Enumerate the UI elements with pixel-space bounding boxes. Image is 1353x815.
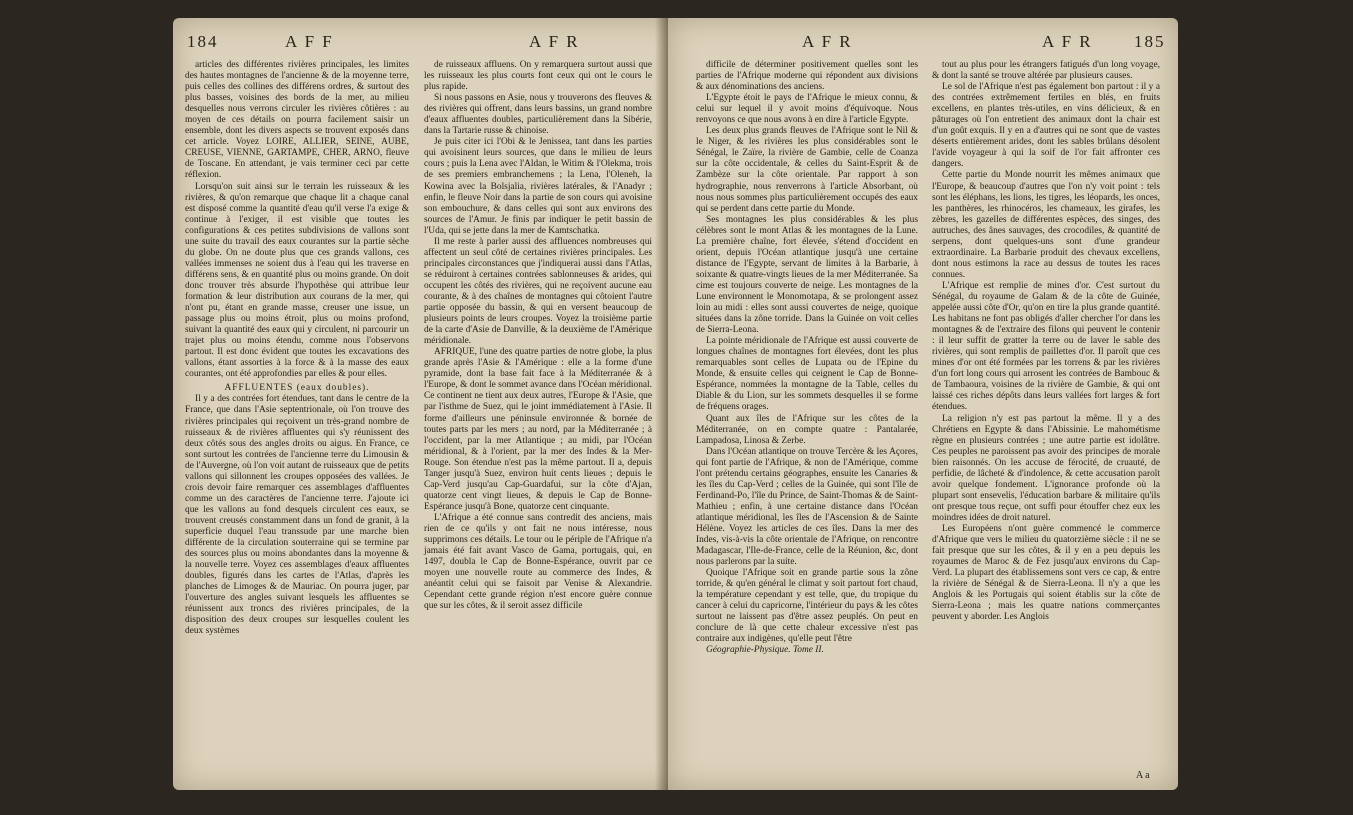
text-column-2 xyxy=(932,60,1160,623)
paragraph: difficile de déterminer positivement quelles sont les parties de l'Afrique moderne qui répondent aux divisions & aux dénominations des anciens. xyxy=(696,60,918,93)
page-number: 185 xyxy=(1134,32,1166,51)
paragraph: La religion n'y est pas partout la même. Il y a des Chrétiens en Egypte & dans l'Abissinie. Le mahométisme règne en plusieurs contrées ; une autre partie est idolâtre. Ces peuples ne paroissent pas avoir des principes de morale bien raisonnés. On les accuse de férocité, de cruauté, de perfidie, de lâcheté & d'indolence, & cette accusation paroît avoir quelque fondement. L'ignorance profonde où la plupart sont ensevelis, l'éducation barbare & militaire qu'ils ont presque tous reçue, ont suffi pour étouffer chez eux les moindres idées de droit naturel. xyxy=(932,413,1160,523)
paragraph: Les Européens n'ont guère commencé le commerce d'Afrique que vers le milieu du quatorzième siècle : il ne se fait presque que sur les côtes, & il y en a peu depuis les royaumes de Maroc & de Fez jusqu'aux environs du Cap-Verd. La plupart des établissemens sont vers ce cap, & entre la rivière de Sénégal & de Sierra-Leona. Il n'y a que les Anglois & les Portugais qui soient établis sur la côte de Sierra-Leona ; mais les quatre nations commerçantes peuvent y aborder. Les Anglois xyxy=(932,523,1160,623)
right-page xyxy=(668,18,1178,790)
paragraph: La pointe méridionale de l'Afrique est aussi couverte de longues chaînes de montagnes fort élevées, dont les plus remarquables sont celles de Lupata ou de l'Epine du Monde, & ensuite celles qui ceignent le Cap de Bonne-Espérance, nommées la montagne de la Table, celles du Diable & du Lion, sur les sommets desquelles il se forme de fréquens orages. xyxy=(696,336,918,413)
signature-mark: A a xyxy=(1136,770,1150,781)
paragraph: Il me reste à parler aussi des affluences nombreuses qui affectent un seul côté de certaines rivières principales. Les principales circonstances que j'indiquerai aussi dans l'Atlas, se réduiront à certaines contrées sablonneuses & arides, qui occupent les côtés des rivières, qui ne reçoivent aucune eau courante, & à des chaînes de montagnes qui côtoient l'autre partie opposée du bassin, & qui en versent beaucoup de plusieurs points de leurs croupes. Voyez la troisième partie de la carte d'Asie de Danville, & la deuxième de l'Amérique méridionale. xyxy=(424,236,652,347)
left-page xyxy=(173,18,685,790)
section-heading: AFFLUENTES (eaux doubles). xyxy=(224,383,370,394)
paragraph: AFRIQUE, l'une des quatre parties de notre globe, la plus grande après l'Asie & l'Amérique : elle a la forme d'une pyramide, dont la base fait face à la Méditerranée & à l'Europe, & dont le sommet avance dans l'Océan méridional. Ce continent ne tient aux deux autres, l'Europe & l'Asie, que par l'isthme de Suez, qui le joint immédiatement à l'Asie. Il forme d'ailleurs une péninsule environnée & bornée de toutes parts par les mers ; au nord, par la Méditerranée ; à l'occident, par la mer Atlantique ; au midi, par l'Océan méridional, & à l'orient, par la mer des Indes & la Mer-Rouge. Son étendue n'est pas la même partout. Il a, depuis Tanger jusqu'à Suez, environ huit cents lieues ; depuis le Cap-Verd jusqu'au Cap-Guardafui, sur la côte d'Ajan, quatorze cent vingt lieues, & depuis le Cap de Bonne-Espérance jusqu'à Bone, quatorze cent cinquante. xyxy=(424,347,652,512)
text-column-2 xyxy=(424,60,652,612)
paragraph: Le sol de l'Afrique n'est pas également bon partout : il y a des contrées extrêmement fertiles en blés, en fruits excellens, en plantes très-utiles, en vins délicieux, & en pâturages où l'on entretient des animaux dont la chair est d'un goût exquis. Il y en a d'autres qui ne sont que de vastes déserts entièrement arides, dont les sables brûlans désolent l'avide voyageur à qui la soif de l'or fait affronter ces dangers. xyxy=(932,82,1160,170)
paragraph: Les deux plus grands fleuves de l'Afrique sont le Nil & le Niger, & les rivières les plus considérables sont le Sénégal, le Zaïre, la rivière de Gambie, celle de Coanza sur la côte occidentale, & celles du Saint-Esprit & de Zambèze sur la côte orientale. Par rapport à son hydrographie, nous renverrons à l'article Absorbant, où nous nous sommes plus particulièrement occupés des eaux qui se perdent dans cette partie du Monde. xyxy=(696,126,918,214)
paragraph: L'Egypte étoit le pays de l'Afrique le mieux connu, & celui sur lequel il y avoit moins d'équivoque. Nous renvoyons ce que nous avons à en dire à l'article Egypte. xyxy=(696,93,918,126)
paragraph: Je puis citer ici l'Obi & le Jenissea, tant dans les parties qui avoisinent leurs sources, que dans le milieu de leurs cours ; puis la Lena avec l'Aldan, le Witim & l'Olekma, trois de ses premiers embranchemens ; la Lena, l'Oleneh, la Kowina avec la Bolsjalia, rivières latérales, & l'Anadyr ; enfin, le fleuve Noir dans la partie de son cours qui avoisine son embouchure, & dans celles qui sont aux environs des sources de l'Amur. Je finis par indiquer le petit bassin de l'Uda, qui se jette dans la mer de Kamtschatka. xyxy=(424,137,652,236)
running-head-right: A F R xyxy=(1042,32,1093,51)
text-column-1 xyxy=(185,60,409,637)
running-head-left: A F R xyxy=(802,32,853,51)
paragraph: Dans l'Océan atlantique on trouve Tercère & les Açores, qui font partie de l'Afrique, & non de l'Amérique, comme l'ont prétendu certains géographes, ensuite les Canaries & les îles du Cap-Verd ; celles de la Guinée, qui sont l'île de Ferdinand-Po, l'île du Prince, de Saint-Thomas & de Saint-Mathieu ; enfin, à une certaine distance dans l'Océan atlantique méridional, les îles de l'Ascension & de Sainte Hélène. Voyez les articles de ces îles. Dans la mer des Indes, vis-à-vis la côte orientale de l'Afrique, on rencontre Madagascar, l'Ile-de-France, celle de la Réunion, &c, dont nous parlerons par la suite. xyxy=(696,446,918,568)
paragraph: de ruisseaux affluens. On y remarquera surtout aussi que les ruisseaux les plus courts font ceux qui ont le cours le plus rapide. xyxy=(424,60,652,93)
paragraph: Quant aux îles de l'Afrique sur les côtes de la Méditerranée, on en compte quatre : Pantalarée, Lampadosa, Linosa & Zerbe. xyxy=(696,413,918,446)
volume-footer: Géographie-Physique. Tome II. xyxy=(706,645,824,656)
paragraph: articles des différentes rivières principales, les limites des hautes montagnes de l'ancienne & de la moyenne terre, puis celles des collines des différens ordres, & surtout des plus basses, voisines des bords de la mer, au milieu desquelles nous verrons circuler les rivières côtières : au moyen de ces détails on pourra facilement saisir un ensemble, dont les divers aspects se trouvent exposés dans cet article. Voyez LOIRE, ALLIER, SEINE, AUBE, CREUSE, VIENNE, GARTAMPE, CHER, ARNO, fleuve de Toscane. En attendant, je vais terminer ceci par cette réflexion. xyxy=(185,60,409,181)
paragraph: tout au plus pour les étrangers fatigués d'un long voyage, & dont la santé se trouve altérée par plusieurs causes. xyxy=(932,60,1160,82)
paragraph: Il y a des contrées fort étendues, tant dans le centre de la France, que dans l'Asie septentrionale, où l'on trouve des rivières principales qui reçoivent un très-grand nombre de ruisseaux & de rivières affluentes qui s'y réunissent des deux côtés sous des angles droits ou aigus. En France, ce sont surtout les contrées de l'ancienne terre du Limousin & de l'Auvergne, où l'on voit autant de ruisseaux que de petits vallons qui sillonnent les croupes opposées des vallées. Je crois devoir faire remarquer ces assemblages d'affluentes comme un des caractères de l'ancienne terre. J'ajoute ici que les vallons au fond desquels circulent ces eaux, se trouvent creusés constamment dans un fond de granit, à la superficie duquel l'eau transsude par une marche bien différente de la circulation souterraine qui se termine par des sources plus ou moins abondantes dans la moyenne & la nouvelle terre. Voyez ces assemblages d'eaux affluentes doubles, figurés dans les cartes de l'Atlas, d'après les planches de Limoges & de Mauriac. On pourra juger, par l'ouverture des angles suivant lesquels les affluentes se réunissent aux troncs des rivières principales, de la disposition des deux croupes sur lesquelles coulent les deux systèmes xyxy=(185,394,409,637)
paragraph: Si nous passons en Asie, nous y trouverons des fleuves & des rivières qui offrent, dans leurs bassins, un grand nombre d'eaux affluentes doubles, particulièrement dans la Sibérie, dans la Tartarie russe & chinoise. xyxy=(424,93,652,137)
paragraph: Lorsqu'on suit ainsi sur le terrain les ruisseaux & les rivières, & qu'on remarque que chaque lit a chaque canal est disposé comme la quantité d'eau qu'il verse l'a exige & continue à l'exiger, il est visible que toutes les configurations & ces petites subdivisions de vallons sont une suite du travail des eaux courantes sur la partie sèche du globe. On ne doute plus que ces grands vallons, ces vallées immenses ne soient dus à l'eau qui les traverse en différens sens, & en quantité plus ou moins grande. On doit donc trouver très absurde l'hypothèse qui attribue leur formation & leur distribution aux courans de la mer, qui n'ont pu, étant en grande masse, creuser une issue, un passage plus ou moins étroit, plus ou moins profond, suivant la quantité des eaux qui y circulent, ni parcourir un trajet plus ou moins étendu, comme nous l'observons partout. Il est donc évident que toutes les excavations des vallons, étant assorties à la force & à la masse des eaux courantes, ont été approfondies par elles & pour elles. xyxy=(185,181,409,380)
page-number: 184 xyxy=(187,32,219,51)
text-column-1 xyxy=(696,60,918,657)
paragraph: L'Afrique a été connue sans contredit des anciens, mais rien de ce qu'ils y ont fait ne nous intéresse, nous supprimons ces détails. Le tour ou le périple de l'Afrique n'a jamais été fait avant Vasco de Gama, portugais, qui, en 1497, doubla le Cap de Bonne-Espérance, ouvrit par ce moyen une nouvelle route au commerce des Indes, & anéantit celui qui se faisoit par Venise & Alexandrie. Cependant cette grande région n'est encore guère connue que sur les côtes, & il seroit assez difficile xyxy=(424,512,652,612)
paragraph: Quoique l'Afrique soit en grande partie sous la zône torride, & qu'en général le climat y soit partout fort chaud, la température cependant y est telle, que, du tropique du cancer à celui du capricorne, l'intérieur du pays & les côtes surtout ne laissent pas d'être assez peuplés. On peut en conclure de là que cette chaleur excessive n'est pas contraire aux indigènes, qu'elle peut l'être xyxy=(696,568,918,645)
paragraph: Cette partie du Monde nourrit les mêmes animaux que l'Europe, & beaucoup d'autres que l'on n'y voit point : tels sont les éléphans, les lions, les tigres, les léopards, les onces, les panthères, les rhinocéros, les chameaux, les girafes, les zèbres, les gazelles de différentes espèces, des singes, des autruches, des ânes sauvages, des crocodiles, & quantité de serpens, dont quelques-uns sont d'une grandeur extraordinaire. La Barbarie produit des chevaux excellens, dont nous estimons la race au dessus de toutes les races connues. xyxy=(932,170,1160,280)
paragraph: Ses montagnes les plus considérables & les plus célèbres sont le mont Atlas & les montagnes de la Lune. La première chaîne, fort élevée, s'étend d'occident en orient, depuis l'Océan atlantique jusqu'à une certaine distance de l'Egypte, servant de limites à la Barbarie, à soixante & quatre-vingts lieues de la mer Méditerranée. Sa cime est toujours couverte de neige. Les montagnes de la Lune environnent le Monomotapa, & se prolongent assez loin au midi : elles sont aussi couvertes de neige, quoique situées dans la zône torride. Dans la Guinée on voit celles de Sierra-Leona. xyxy=(696,214,918,336)
running-head-right: A F R xyxy=(529,32,580,51)
running-head-left: A F F xyxy=(285,32,334,51)
paragraph: L'Afrique est remplie de mines d'or. C'est surtout du Sénégal, du royaume de Galam & de la côte de Guinée, appelée aussi côte d'Or, qu'on en tire la plus grande quantité. Les habitans ne font pas obligés d'aller chercher l'or dans les montagnes & de l'extraire des filons qui peuvent le contenir : il leur suffit de gratter la terre ou de laver le sable des rivières, qui sont remplis de paillettes d'or. Il paroît que ces mines d'or ont été formées par les torrens & par les rivières d'un fort long cours qui arrosent les contrées de Bambouc & de Tambaoura, voisines de la rivière de Gambie, & qui ont laissé ces riches dépôts dans leurs vallées fort larges & fort étendues. xyxy=(932,280,1160,413)
